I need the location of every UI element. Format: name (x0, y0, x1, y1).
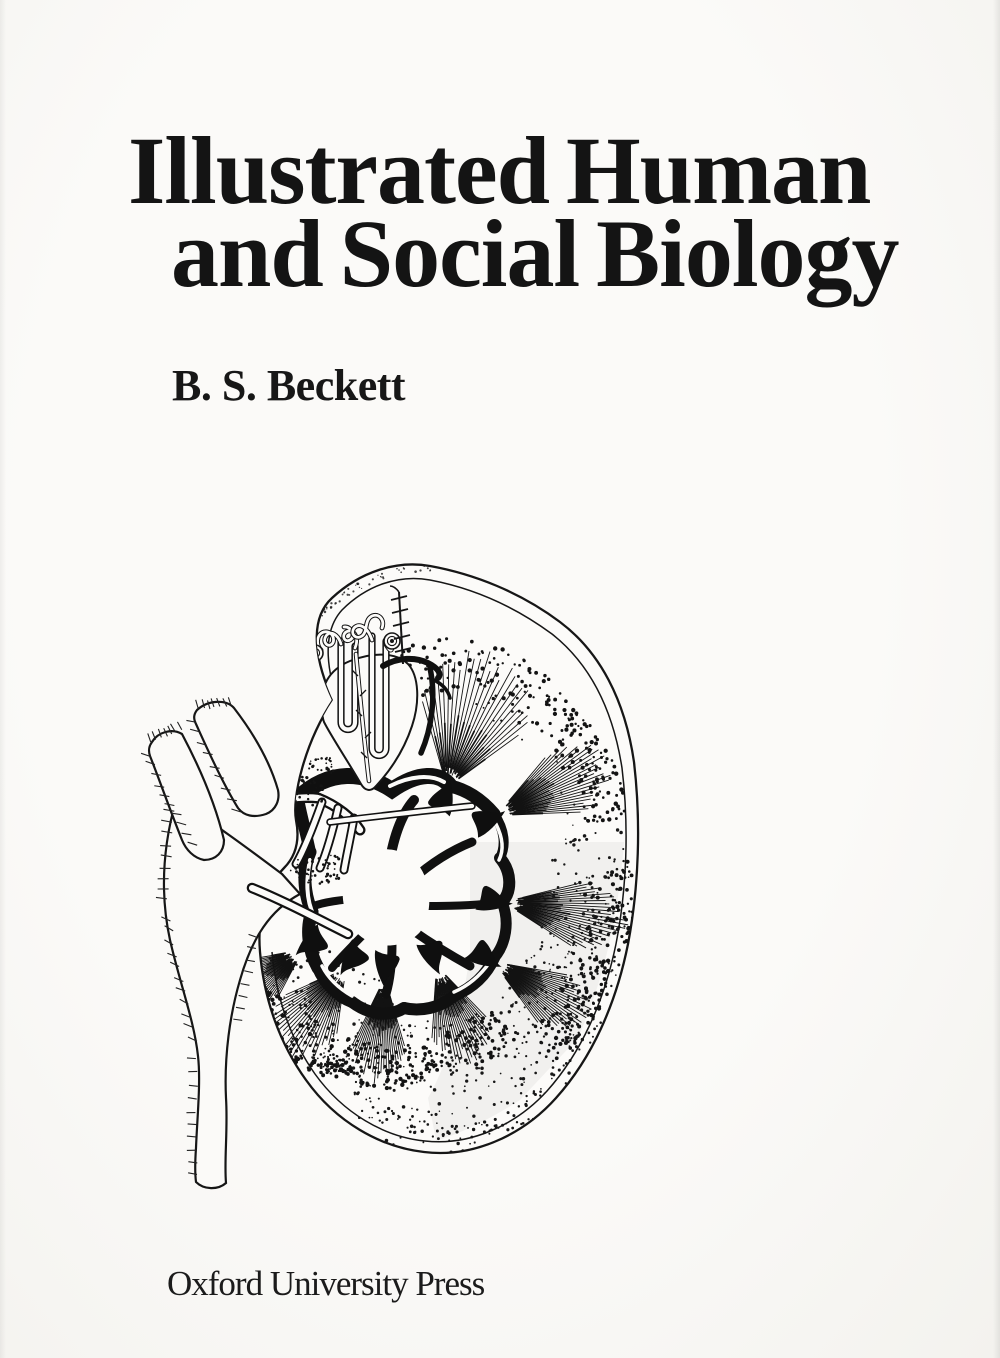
book-title-line2: and Social Biology (171, 200, 899, 307)
glomerulus-right (384, 633, 400, 649)
pelvis-cavity (343, 849, 430, 945)
glomerulus-left (307, 645, 323, 661)
author-name: B. S. Beckett (172, 361, 406, 410)
publisher-imprint: Oxford University Press (167, 1264, 485, 1303)
book-title-line1: Illustrated Human (128, 117, 871, 224)
